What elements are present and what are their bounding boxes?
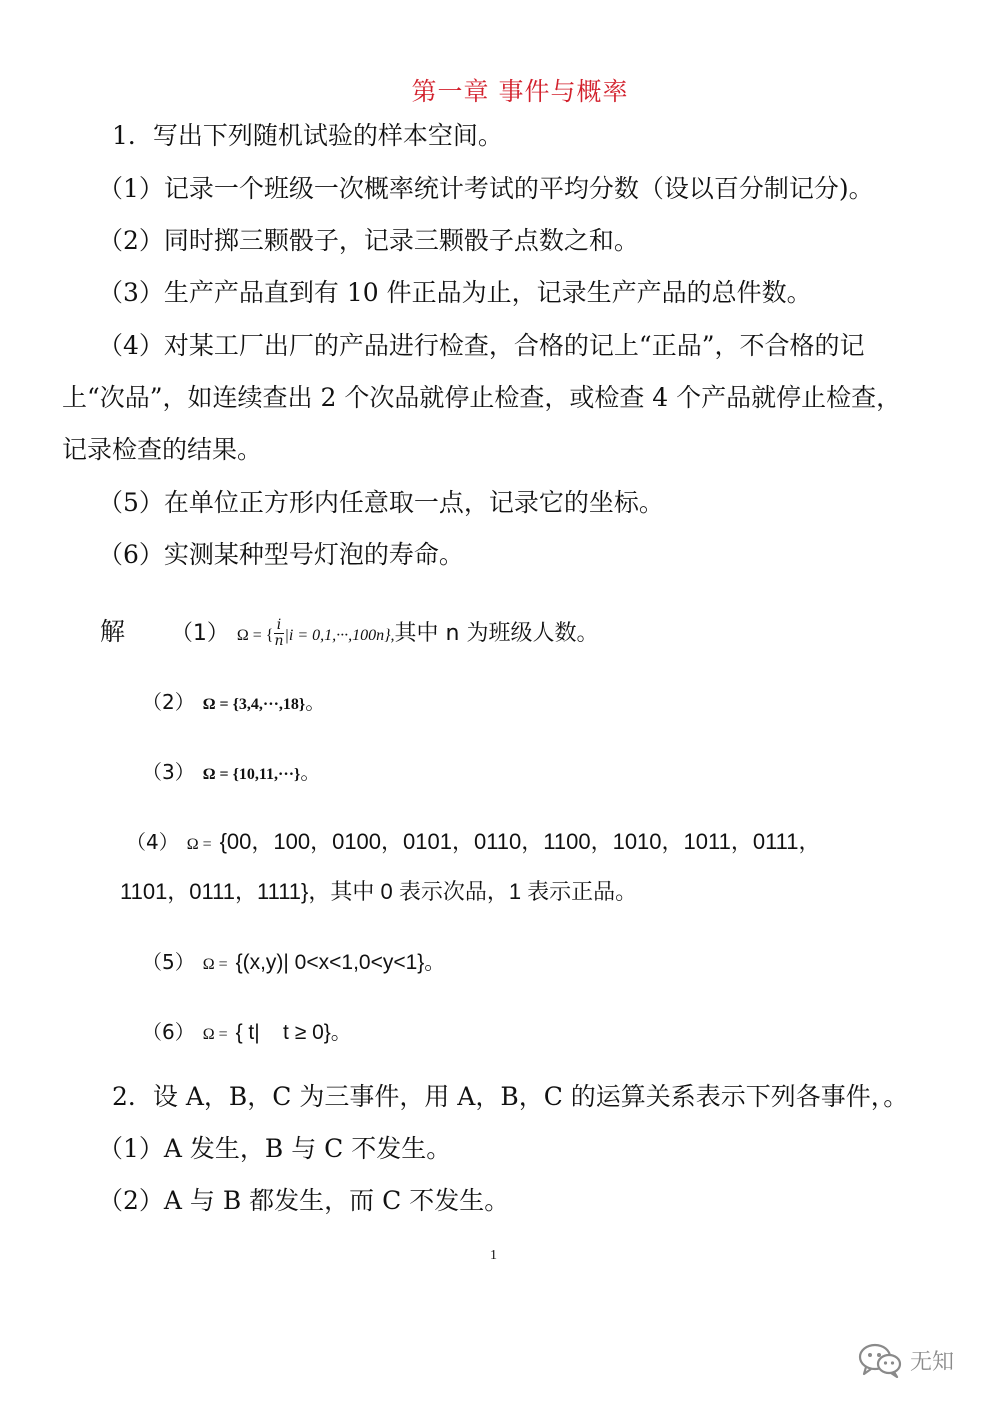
solution-4-line-2: 1101，0111，1111}，其中 0 表示次品，1 表示正品。 bbox=[120, 879, 638, 904]
solution-5-omega: Ω = bbox=[202, 956, 228, 973]
question-1-item-5: （5）在单位正方形内任意取一点，记录它的坐标。 bbox=[98, 488, 664, 517]
question-1-item-4-line-2: 上“次品”，如连续查出 2 个次品就停止检查，或检查 4 个产品就停止检查， bbox=[62, 383, 902, 412]
page-number: 1 bbox=[490, 1248, 497, 1263]
question-1-item-1: （1）记录一个班级一次概率统计考试的平均分数（设以百分制记分)。 bbox=[98, 174, 874, 203]
solution-6-omega: Ω = bbox=[202, 1026, 228, 1043]
fraction-numerator: i bbox=[274, 618, 283, 634]
solution-6-label: （6） bbox=[142, 1020, 195, 1044]
solution-2-label: （2） bbox=[142, 690, 195, 714]
question-1-item-4-line-1: （4）对某工厂出厂的产品进行检查，合格的记上“正品”，不合格的记 bbox=[98, 331, 865, 360]
question-2-item-2: （2）A 与 B 都发生，而 C 不发生。 bbox=[98, 1186, 510, 1215]
solution-1-label: （1） bbox=[170, 621, 229, 646]
wechat-icon bbox=[858, 1342, 902, 1378]
solution-5-label: （5） bbox=[142, 950, 195, 974]
question-1-item-3: （3）生产产品直到有 10 件正品为止，记录生产产品的总件数。 bbox=[98, 278, 812, 307]
solution-1-text: 其中 n 为班级人数。 bbox=[394, 621, 599, 646]
watermark bbox=[858, 1342, 954, 1378]
solution-2-line bbox=[142, 686, 325, 720]
solution-2-end: 。 bbox=[305, 690, 326, 714]
question-2-heading: 2．设 A，B，C 为三事件，用 A，B，C 的运算关系表示下列各事件，。 bbox=[112, 1082, 909, 1111]
solution-3-math: Ω = {10,11,···} bbox=[202, 766, 301, 783]
solution-3-end: 。 bbox=[300, 760, 321, 784]
question-2-item-1: （1）A 发生，B 与 C 不发生。 bbox=[98, 1134, 452, 1163]
question-1-item-2: （2）同时掷三颗骰子，记录三颗骰子点数之和。 bbox=[98, 226, 639, 255]
question-1-item-4-line-3: 记录检查的结果。 bbox=[62, 435, 263, 464]
solution-3-label: （3） bbox=[142, 760, 195, 784]
solution-label: 解 bbox=[100, 617, 126, 646]
solution-6-text: { t| t ≥ 0}。 bbox=[235, 1021, 352, 1044]
solution-4-set-line-1: {00，100，0100，0101，0110，1100，1010，1011，0111， bbox=[219, 829, 821, 854]
solution-4-line-1 bbox=[126, 826, 821, 860]
solution-1-fraction bbox=[274, 618, 283, 649]
solution-5-text: {(x,y)| 0<x<1,0<y<1}。 bbox=[235, 951, 446, 974]
solution-2-math: Ω = {3,4,···,18} bbox=[202, 696, 306, 713]
chapter-title: 第一章 事件与概率 bbox=[411, 77, 629, 106]
fraction-denominator: n bbox=[274, 633, 284, 649]
solution-6-line bbox=[142, 1016, 352, 1050]
solution-5-line bbox=[142, 946, 445, 980]
solution-1-rest: |i = 0,1,···,100n}, bbox=[284, 627, 395, 644]
watermark-text: 无知 bbox=[910, 1349, 955, 1375]
question-1-heading: 1．写出下列随机试验的样本空间。 bbox=[112, 121, 503, 150]
question-1-item-6: （6）实测某种型号灯泡的寿命。 bbox=[98, 540, 464, 569]
solution-4-label: （4） bbox=[126, 830, 179, 854]
solution-1-line bbox=[100, 617, 598, 651]
solution-1-omega: Ω = { bbox=[236, 627, 274, 644]
solution-4-omega: Ω = bbox=[186, 836, 212, 853]
solution-3-line bbox=[142, 756, 320, 790]
